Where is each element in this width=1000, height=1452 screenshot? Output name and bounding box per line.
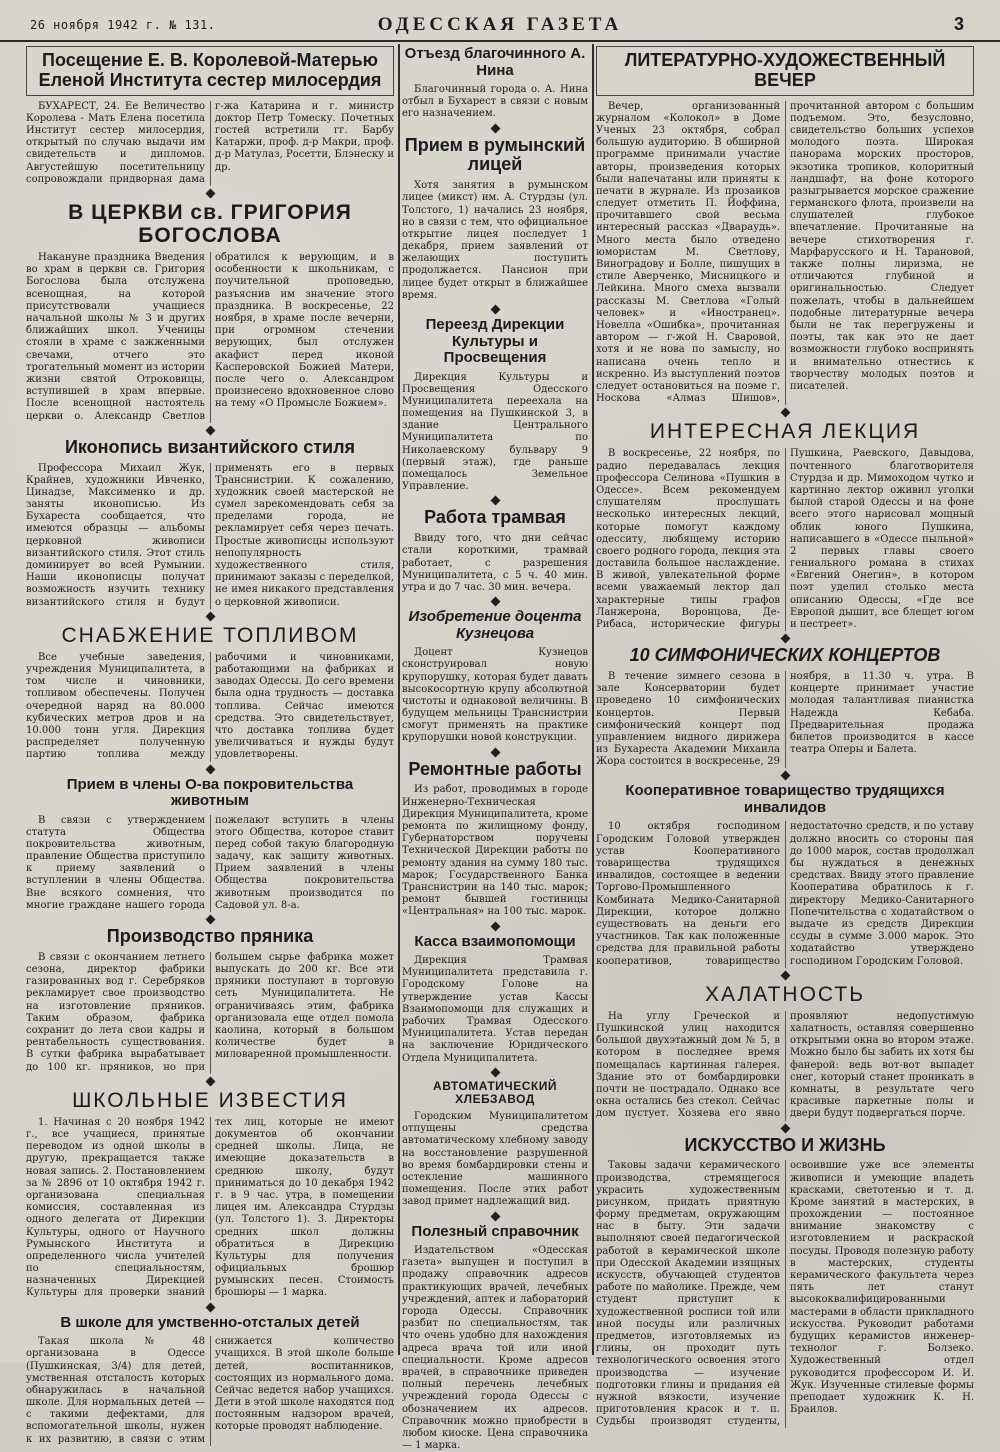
article-headline: Кооперативное товарищество трудящихся инвалидов bbox=[625, 782, 945, 816]
article-separator bbox=[402, 597, 588, 607]
article-text: Хотя занятия в румынском лицее (микст) им. А. Стурдзы (ул. Толстого, 1) начались 23 ноября, но в связи с тем, что официальное открытие лицея последует 1 декабря, прием заявлений от желающих поступить продолжается. Пансион при лицее будет открыт в ближайшее время. bbox=[402, 180, 588, 301]
article-body bbox=[402, 372, 588, 494]
article-headline: ИСКУССТВО И ЖИЗНЬ bbox=[684, 1134, 886, 1155]
article-text: Накануне праздника Введения во храм в церкви св. Григория Богослова была отслужена всенощная, на которой присутствовали учащиеся начальной школы № 3 и других ближайших школ. Ученицы стояли в храме с зажженными свечами, отчего это трогательный момент из истории жизни святой Отроковицы, вступившей в храм впервые. После всенощной настоятель церкви о. Александр Светлов обратился к верующим, и в особенности к школьникам, с поучительной проповедью, разъяснив им значение этого праздника. В воскресенье, 22 ноября, в храме после вечерни, при огромном стечении верующих, был отслужен акафист перед иконой Касперовской Божией Матери, после чего о. Александром произнесено вдохновенное слово на тему «О Промысле Божием». bbox=[26, 252, 394, 422]
article-text: Все учебные заведения, учреждения Муниципалитета, в том числе и чиновники, топливом обеспечены. Получен очередной наряд на 80.000 кубических метров дров и на 10.000 тонн угля. Дирекция распределяет полученную партию топлива между рабочими и чиновниками, работающими на фабриках и заводах Одессы. До сего времени была одна трудность — доставка топлива. Сейчас имеются средства. Это свидетельствует, что доставка топлива будет увеличиваться и нужды будут удовлетворены. bbox=[26, 651, 394, 761]
article-c6 bbox=[596, 1136, 974, 1429]
article-separator bbox=[26, 765, 394, 775]
article-a4 bbox=[26, 624, 394, 762]
article-c3 bbox=[596, 646, 974, 768]
article-body bbox=[26, 1117, 394, 1300]
article-headline: 10 СИМФОНИЧЕСКИХ КОНЦЕРТОВ bbox=[629, 645, 941, 666]
article-text: Таковы задачи керамического производства, стремящегося украсить художественным рисунком, придать приятную форму предметам, окружающим нас в быту. Эти задачи выполняют своей педагогической работой в керамической школе при Одесской Академии изящных искусств, обучающей студентов работе по майолике. Прежде, чем студент приступит к художественной росписи той или иной посуды или различных предметов, изготовляемых из глины, он проходит путь технологического освоения этого производства — изучение подготовки глины и придания ей нужной вязкости, изучение приготовления красок и т. п. Судьбы производят студенты, освоившие уже все элементы живописи и умеющие владеть красками, светотенью и т. д. Кроме занятий в мастерских, в прохождении — постоянное внимание знакомству с изготовлением и раскраской посуды. Проводя полезную работу в мастерских, студенты керамического факультета через пять лет станут высококвалифицированными мастерами в области прикладного искусства. Руководит работами будущих керамистов инженер-технолог г. Болзеко. Художественный отдел руководится профессором И. И. Жук. Изученные стилевые формы преподает художник К. Н. Браилов. bbox=[596, 1160, 974, 1428]
article-body bbox=[26, 1336, 394, 1446]
article-text: В связи с окончанием летнего сезона, директор фабрики газированных вод г. Серебряков рекламирует свое производство на изготовление пряников. Таким образом, фабрика сохранит до лета свои кадры и рентабельность существования. В сутки фабрика вырабатывает до 100 кг. пряников, но при большем сырье фабрика может выпускать до 200 кг. Все эти пряники поступают в торговую сеть Муниципалитета. Не ограничиваясь этим, фабрика организовала еще отдел помола каолина, который в большом количестве будет в миловаренной промышленности. bbox=[26, 951, 394, 1073]
article-separator bbox=[402, 1212, 588, 1222]
article-body bbox=[26, 252, 394, 423]
article-text: В связи с утверждением статута Общества покровительства животным, правление Общества приступило к приему заявлений о вступлении в члены Общества. Вне всякого сомнения, что многие граждане нашего города пожелают вступить в члены этого Общества, которое ставит перед собой такую благородную задачу, как защиту животных. Прием заявлений в члены Общества покровительства животным производится по Садовой ул. 8-а. bbox=[26, 814, 394, 911]
article-a7 bbox=[26, 1089, 394, 1300]
article-body bbox=[402, 84, 588, 121]
article-text: Дирекция Трамвая Муниципалитета представила г. Городскому Голове на утверждение устав Кассы Взаимопомощи для служащих и рабочих Трамвая Одесского Муниципалитета. Устав передан на заключение Юридического Отдела Муниципалитета. bbox=[402, 955, 588, 1064]
diamond-ornament-icon bbox=[490, 496, 500, 506]
column-right bbox=[596, 44, 974, 1428]
article-b5 bbox=[402, 609, 588, 745]
issue-date: 26 ноября 1942 г. № 131. bbox=[30, 18, 216, 32]
diamond-ornament-icon bbox=[205, 915, 215, 925]
article-text: Из работ, проводимых в городе Инженерно-Техническая Дирекция Муниципалитета, кроме ремонта по жилищному фонду, Губернаторством поручены Технической Дирекции работы по ремонту здания на сумму 180 тыс. марок; Государственного Банка Транснистрии на 140 тыс. марок; ремонт бывшей гостиницы «Центральная» на 100 тыс. марок. bbox=[402, 784, 588, 918]
article-b7 bbox=[402, 934, 588, 1065]
diamond-ornament-icon bbox=[205, 611, 215, 621]
article-a6 bbox=[26, 927, 394, 1074]
article-body bbox=[402, 533, 588, 594]
diamond-ornament-icon bbox=[780, 1123, 790, 1133]
article-body bbox=[26, 463, 394, 609]
article-text: Такая школа № 48 организована в Одессе (Пушкинская, 3/4) для детей, умственная отсталость которых обнаружилась в начальной школе. Для нормальных детей — с такими дефектами, для вспомогательной школы, нужен к их развитию, в связи с этим снижается количество учащихся. В этой школе больше детей, воспитанников, состоящих из нормального дома. Сейчас ведется набор учащихся. Дети в этой школе находятся под постоянным надзором врачей, которые проводят наблюдение. bbox=[26, 1336, 394, 1445]
article-body bbox=[26, 101, 394, 186]
article-headline: Переезд Дирекции Культуры и Просвещения bbox=[425, 316, 565, 367]
article-a8 bbox=[26, 1315, 394, 1446]
column-divider bbox=[398, 44, 400, 1355]
article-b9 bbox=[402, 1224, 588, 1452]
article-body bbox=[26, 815, 394, 913]
diamond-ornament-icon bbox=[490, 597, 500, 607]
article-text: Благочинный города о. А. Нина отбыл в Бухарест в связи с новым его назначением. bbox=[402, 84, 588, 120]
column-middle bbox=[402, 44, 588, 1452]
article-headline: В ЦЕРКВИ св. ГРИГОРИЯ БОГОСЛОВА bbox=[68, 200, 352, 247]
article-text: Ввиду того, что дни сейчас стали короткими, трамвай работает, с разрешения Муниципалитета, с 5 ч. 40 мин. утра и до 7 час. 30 мин. вечера. bbox=[402, 533, 588, 593]
article-separator bbox=[402, 305, 588, 315]
article-headline: Производство пряника bbox=[106, 926, 314, 947]
article-headline: ЛИТЕРАТУРНО-ХУДОЖЕСТВЕННЫЙ ВЕЧЕР bbox=[596, 46, 974, 96]
article-headline: Иконопись византийского стиля bbox=[64, 436, 356, 457]
article-text: Доцент Кузнецов сконструировал новую крупорушку, которая будет давать высокосортную крупу абсолютной чистоты и однаковой величины. В будущем мельницы Транснистрии смогут применять на практике крупорушки новой конструкции. bbox=[402, 647, 588, 744]
article-headline: Изобретение доцента Кузнецова bbox=[408, 608, 582, 642]
article-separator bbox=[26, 915, 394, 925]
article-text: Дирекция Культуры и Просвещения Одесского Муниципалитета переехала на помещения на Пушкинской 3, в здание Центрального Муниципалитета по Николаевскому бульвару 9 (первый этаж), где раньше помещалось Земельное Управление. bbox=[402, 371, 588, 493]
diamond-ornament-icon bbox=[490, 747, 500, 757]
article-text: На углу Греческой и Пушкинской улиц находится большой двухэтажный дом № 5, в котором в последнее время помещалась картинная галерея. Здание это от бомбардировки почти не пострадало. Однако все окна остались без стекол. Сейчас дом пустует. Хозяева его явно проявляют недопустимую халатность, оставляя совершенно открытыми окна во втором этаже. Можно было бы забить их хотя бы фанерой: ведь вот-вот выпадет снег, который станет проникать в комнаты, в результате чего красивые паркетные полы и двери будут подвергаться порче. bbox=[596, 1010, 974, 1120]
article-separator bbox=[26, 612, 394, 622]
article-c4 bbox=[596, 783, 974, 967]
masthead bbox=[0, 0, 1000, 42]
diamond-ornament-icon bbox=[780, 771, 790, 781]
newspaper-title: ОДЕССКАЯ ГАЗЕТА bbox=[377, 14, 623, 35]
diamond-ornament-icon bbox=[780, 634, 790, 644]
article-headline: Работа трамвая bbox=[424, 507, 566, 528]
article-separator bbox=[596, 634, 974, 644]
diamond-ornament-icon bbox=[490, 921, 500, 931]
article-body bbox=[596, 1011, 974, 1121]
diamond-ornament-icon bbox=[490, 1067, 500, 1077]
article-text: Издательством «Одесская газета» выпущен и поступил в продажу справочник адресов практикующих врачей, лечебных учреждений, аптек и лабораторий города Одессы. Справочник разбит по специальностям, так что очень удобно для нахождения адреса врача той или иной специальности. Кроме адресов врачей, в справочнике приведен полный перечень лечебных учреждений города Одессы с обозначением их адресов. Справочник можно приобрести в любом киоске. Цена справочника — 1 марка. bbox=[402, 1245, 588, 1452]
article-body bbox=[402, 180, 588, 302]
article-text: Городским Муниципалитетом отпущены средства автоматическому хлебному заводу на восстановление разрушенной во время бомбардировки стены и остекление машинного помещения. После этих работ завод примет надлежащий вид. bbox=[402, 1111, 588, 1208]
article-headline: В школе для умственно-отсталых детей bbox=[60, 1313, 360, 1331]
diamond-ornament-icon bbox=[205, 1076, 215, 1086]
article-headline: Посещение Е. В. Королевой-Матерью Еленой Института сестер милосердия bbox=[26, 46, 394, 96]
article-text: В течение зимнего сезона в зале Консерватории будет проведено 10 симфонических концертов. Первый симфонический концерт под управлением видного дирижера из Бухареста Академии Михаила Жора состоится в воскресенье, 29 ноября, в 11.30 ч. утра. В концерте принимает участие молодая талантливая пианистка Надежда Кебаба. Предварительная продажа билетов производится в кассе театра Оперы и Балета. bbox=[596, 670, 974, 768]
article-headline: ХАЛАТНОСТЬ bbox=[704, 982, 866, 1006]
article-separator bbox=[596, 1124, 974, 1134]
article-headline: Ремонтные работы bbox=[408, 758, 582, 779]
article-headline: АВТОМАТИЧЕСКИЙ ХЛЕБЗАВОД bbox=[433, 1078, 557, 1106]
article-separator bbox=[26, 426, 394, 436]
article-text: В воскресенье, 22 ноября, по радио передавалась лекция профессора Селинова «Пушкин в Одессе». Всем рекомендуем слушателям прослушать несколько интересных лекций, которые помогут каждому одесситу, любящему историю своего родного города, лекция эта доставила большое наслаждение. В живой, увлекательной форме всеми уважаемый лектор дал характерные типы графов Ланжерона, Воронцова, Де-Рибаса, исторические фигуры Пушкина, Раевского, Давыдова, почтенного благотворителя Стурдза и др. Мимоходом чутко и картинно лектор оживил уголки былой старой Одессы и на фоне всего этого нарисовал мощный облик юного Пушкина, написавшего в «Одессе пыльной» 2 первых главы своего гениального романа в стихах «Евгений Онегин», в котором поэт уделил столько места описанию Одессы, «Где все Европой дышит, все блещет югом и пестреет». bbox=[596, 448, 974, 630]
article-separator bbox=[26, 1077, 394, 1087]
article-body bbox=[402, 784, 588, 918]
article-a5 bbox=[26, 777, 394, 913]
column-left bbox=[26, 44, 394, 1445]
article-text: Вечер, организованный журналом «Колокол» в Доме Ученых 23 октября, собрал большую аудиторию. В обширной программе принимали участие авторы, произведения которых были напечатаны или приняты к печати в журнале. Из прозаиков следует отметить П. Йоффина, прочитавшего свой весьма интересный рассказ «Двараудь». Много места было отведено юмористам М. Светлову, Виноградову и Болле, пишущих в стиле Аверченко, Мисницкого и Лейкина. Много смеха вызвали рассказы М. Светлова «Голый человек» и «Иностранец». Новелла «Ошибка», прочитанная автором — г-жой Н. Сваровой, хотя и не нова по замыслу, но написана очень тепло и искренно. Из выступлений поэтов следует остановиться на поэме г. Носкова «Алмаз Шишов», прочитанной автором с большим подъемом. Это, безусловно, свидетельство больших успехов молодого поэта. Широкая панорама морских просторов, экзотика тропиков, колоритный ландшафт, на фоне которого разыгрывается морское сражение германского флота, произвели на слушателей глубокое впечатление. Прочитанные на вечере стихотворения г. Марфарусского и Н. Тарановой, также полны лиризма, не отличаются глубиной и оригинальностью. Следует пожелать, чтобы в дальнейшем подобные литературные вечера были не так перегружены и поэты, так как это не дает возможности глубоко воспринять и внимательно отнестись к творчеству молодых поэтов и писателей. bbox=[596, 100, 974, 405]
article-b6 bbox=[402, 760, 588, 919]
article-body bbox=[402, 1111, 588, 1209]
article-headline: ИНТЕРЕСНАЯ ЛЕКЦИЯ bbox=[649, 420, 921, 444]
page-number: 3 bbox=[953, 14, 964, 34]
article-a3 bbox=[26, 438, 394, 609]
column-divider bbox=[592, 44, 594, 1355]
article-text: 1. Начиная с 20 ноября 1942 г., все учащиеся, принятые переводом из одной школы в другую, прекращается также новая запись. 2. Постановлением за № 2896 от 10 октября 1942 г. организована специальная комиссия, составленная из одного делегата от Дирекции Культуры, одного от Научного Румынского Института и определенного числа учителей по специальностям, назначенных Дирекцией Культуры для проверки знаний тех лиц, которые не имеют документов об окончании средней школы. Лица, не имеющие доказательств в среднюю школу, будут приниматься до 10 декабря 1942 г. в 9 час. утра, в помещении лицея им. Александра Стурдзы (ул. Толстого 1). 3. Директоры средних школ должны обратиться в Дирекцию Культуры для получения официальных брошюр румынских песен. Стоимость брошюры — 1 марка. bbox=[26, 1116, 394, 1299]
diamond-ornament-icon bbox=[490, 123, 500, 133]
article-body bbox=[596, 1160, 974, 1428]
article-headline: ШКОЛЬНЫЕ ИЗВЕСТИЯ bbox=[72, 1088, 348, 1112]
article-headline: Полезный справочник bbox=[411, 1222, 579, 1240]
article-b4 bbox=[402, 508, 588, 594]
article-text: Профессора Михаил Жук, Крайнев, художники Ивченко, Цинадзе, Максименко и др. заняты иконописью. Из Бухареста сообщается, что имеются образцы — альбомы церковной живописи византийского стиля. Этот стиль доминирует во всей Румынии. Наши иконописцы получат возможность изучить технику византийского стиля и будут применять его в первых Транснистрии. К сожалению, художник своей мастерской не сумел зарекомендовать себя за пределами города, не рекламирует себя через печать. Простые живописцы используют непопулярность художественного стиля, принимают заказы с переделкой, не имея никакого представления о церковной живописи. bbox=[26, 462, 394, 608]
article-separator bbox=[26, 189, 394, 199]
article-b2 bbox=[402, 136, 588, 302]
article-separator bbox=[596, 408, 974, 418]
article-body bbox=[402, 1245, 588, 1452]
article-body bbox=[402, 955, 588, 1065]
article-text: 10 октября господином Городским Головой утвержден устав Кооперативного товарищества трудящихся инвалидов, состоящее в ведении Торгово-Промышленного Комбината Медико-Санитарной Дирекции, которое должно существовать на деньги его участников. Так как положенные средства для правильной работы кооперативов, товарищество недостаточно средств, и по уставу должно вносить со стороны пая до 1000 марок, состав продолжал бы нуждаться в денежных средствах. Ввиду этого правление Кооператива обратилось к г. директору Медико-Санитарного Попечительства с ходатайством о выдаче из средств Дирекции ссуды в сумме 3.000 марок. Это ходатайство утверждено господином Городским Головой. bbox=[596, 821, 974, 967]
diamond-ornament-icon bbox=[780, 970, 790, 980]
article-text: БУХАРЕСТ, 24. Ее Величество Королева - Мать Елена посетила Институт сестер милосердия, открытый по случаю выдачи им свидетельств и дипломов. Августейшую посетительницу сопровождали придворная дама г-жа Катарина и г. министр доктор Петр Томеску. Почетных гостей встретили гг. Барбу Катаржи, проф. д-р Макри, проф. д-р Матулаз, Росетти, Блэнеску и др. bbox=[26, 100, 394, 185]
article-body bbox=[596, 821, 974, 967]
article-headline: Отъезд благочинного А. Нина bbox=[404, 45, 586, 79]
article-headline: СНАБЖЕНИЕ ТОПЛИВОМ bbox=[61, 623, 359, 647]
article-separator bbox=[402, 748, 588, 758]
article-body bbox=[596, 448, 974, 631]
article-b3 bbox=[402, 317, 588, 493]
diamond-ornament-icon bbox=[490, 305, 500, 315]
article-separator bbox=[402, 124, 588, 134]
diamond-ornament-icon bbox=[205, 764, 215, 774]
article-separator bbox=[596, 971, 974, 981]
diamond-ornament-icon bbox=[780, 408, 790, 418]
article-body bbox=[26, 952, 394, 1074]
article-b8 bbox=[402, 1080, 588, 1209]
article-headline: Прием в румынский лицей bbox=[404, 134, 586, 175]
article-headline: Касса взаимопомощи bbox=[414, 932, 576, 950]
article-separator bbox=[26, 1303, 394, 1313]
article-c5 bbox=[596, 983, 974, 1121]
article-c2 bbox=[596, 420, 974, 631]
article-body bbox=[596, 101, 974, 406]
article-c1 bbox=[596, 46, 974, 405]
article-a1 bbox=[26, 46, 394, 186]
article-b1 bbox=[402, 46, 588, 121]
diamond-ornament-icon bbox=[205, 425, 215, 435]
article-a2 bbox=[26, 201, 394, 423]
article-body bbox=[402, 647, 588, 745]
article-separator bbox=[596, 771, 974, 781]
diamond-ornament-icon bbox=[205, 1302, 215, 1312]
article-separator bbox=[402, 496, 588, 506]
diamond-ornament-icon bbox=[205, 188, 215, 198]
article-body bbox=[26, 652, 394, 762]
article-body bbox=[596, 671, 974, 769]
article-headline: Прием в члены О-ва покровительства животным bbox=[66, 775, 354, 810]
diamond-ornament-icon bbox=[490, 1211, 500, 1221]
article-separator bbox=[402, 922, 588, 932]
article-separator bbox=[402, 1068, 588, 1078]
